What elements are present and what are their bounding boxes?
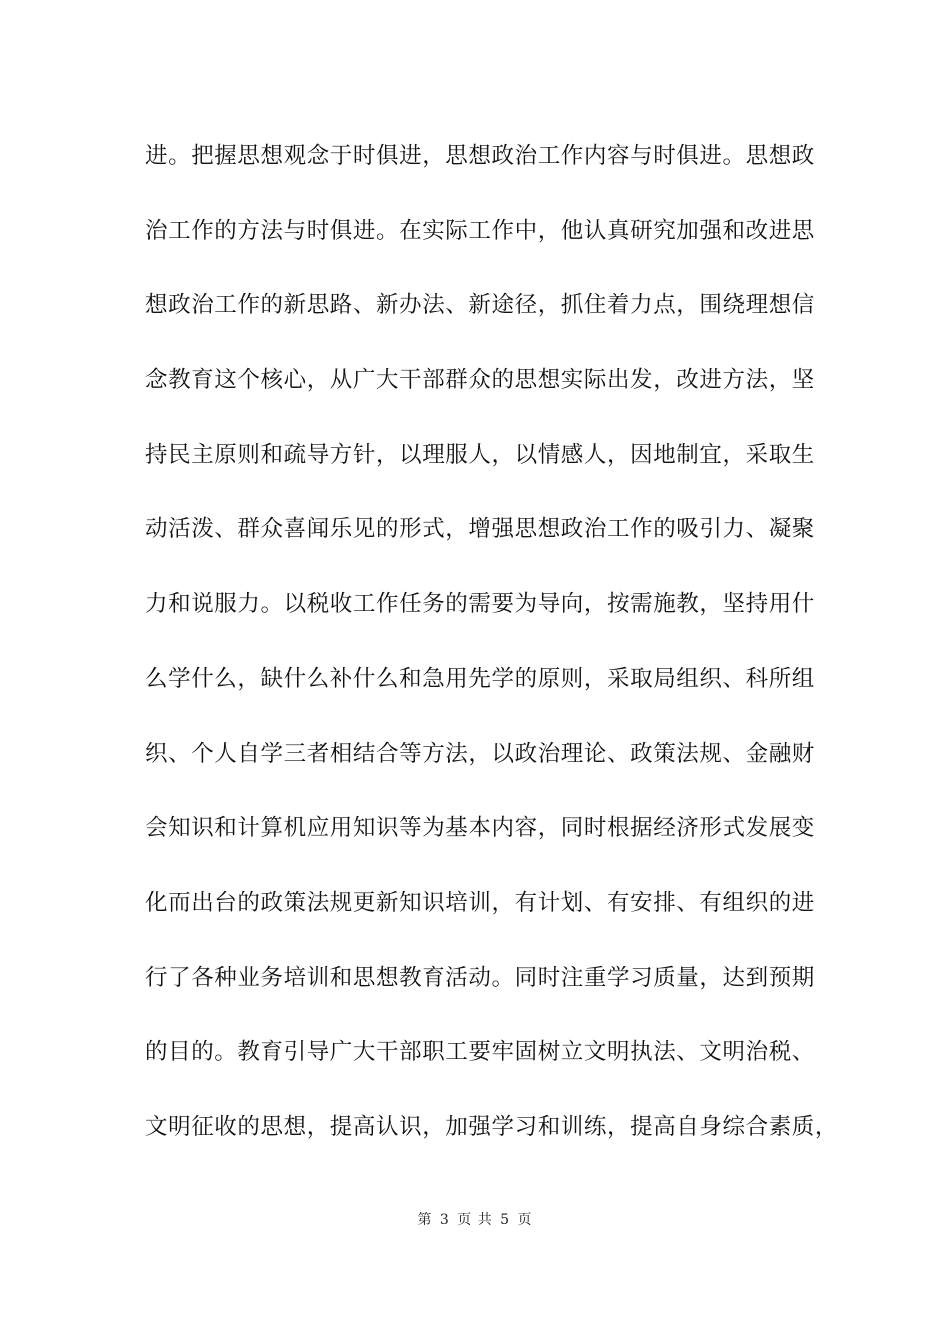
text-line: 治工作的方法与时俱进。在实际工作中，他认真研究加强和改进思 — [145, 217, 815, 244]
text-line: 的目的。教育引导广大干部职工要牢固树立文明执法、文明治税、 — [145, 1039, 815, 1066]
text-line: 念教育这个核心，从广大干部群众的思想实际出发，改进方法，坚 — [145, 367, 815, 394]
text-line: 化而出台的政策法规更新知识培训，有计划、有安排、有组织的进 — [145, 889, 815, 916]
text-line: 行了各种业务培训和思想教育活动。同时注重学习质量，达到预期 — [145, 964, 815, 991]
current-page-number: 3 — [439, 1212, 450, 1228]
text-line: 会知识和计算机应用知识等为基本内容，同时根据经济形式发展变 — [145, 815, 815, 842]
footer-prefix: 第 — [417, 1212, 433, 1228]
page-footer — [0, 1209, 950, 1229]
text-line: 动活泼、群众喜闻乐见的形式，增强思想政治工作的吸引力、凝聚 — [145, 516, 815, 543]
total-pages-number: 5 — [500, 1212, 511, 1228]
footer-middle: 页 共 — [457, 1212, 493, 1228]
footer-suffix: 页 — [517, 1212, 533, 1228]
text-line: 织、个人自学三者相结合等方法，以政治理论、政策法规、金融财 — [145, 740, 815, 767]
text-line: 么学什么，缺什么补什么和急用先学的原则，采取局组织、科所组 — [145, 665, 815, 692]
body-paragraph — [145, 136, 839, 1182]
text-line: 力和说服力。以税收工作任务的需要为导向，按需施教，坚持用什 — [145, 591, 815, 618]
text-line: 进。把握思想观念于时俱进，思想政治工作内容与时俱进。思想政 — [145, 143, 815, 169]
text-line: 持民主原则和疏导方针，以理服人，以情感人，因地制宜，采取生 — [145, 441, 815, 468]
text-line: 想政治工作的新思路、新办法、新途径，抓住着力点，围绕理想信 — [145, 292, 815, 319]
text-line: 文明征收的思想，提高认识，加强学习和训练，提高自身综合素质， — [145, 1113, 839, 1140]
